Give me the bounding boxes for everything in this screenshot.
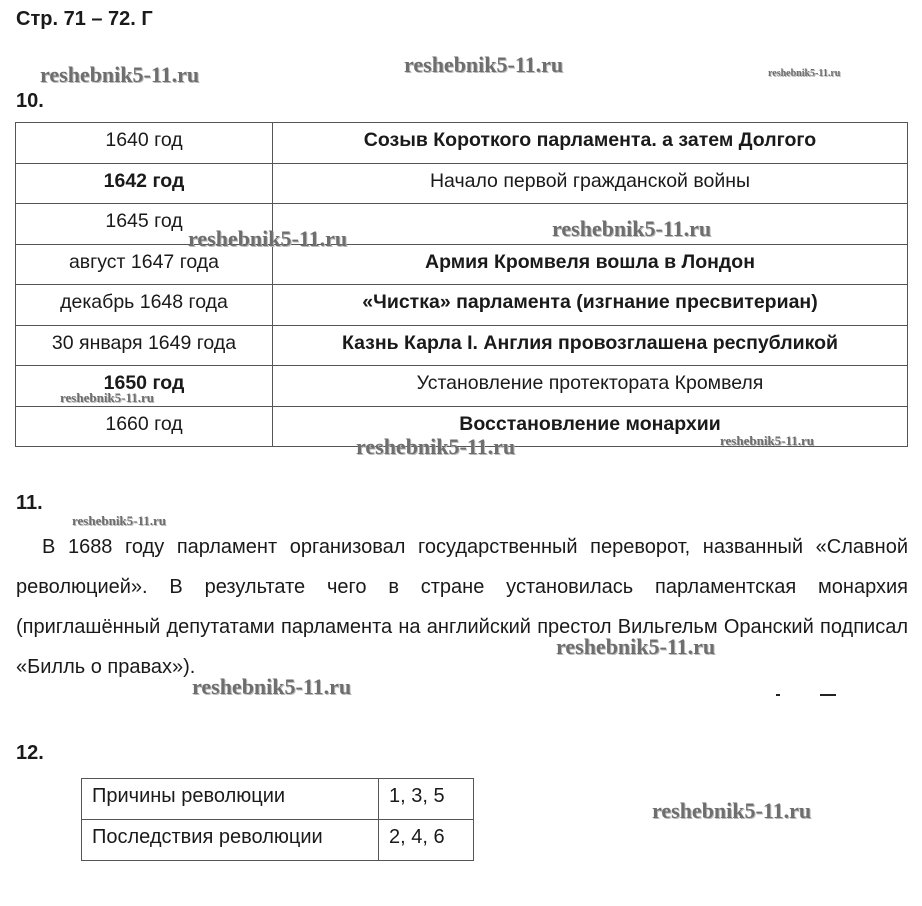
event-cell: Начало первой гражданской войны bbox=[273, 163, 908, 204]
date-cell: 1640 год bbox=[16, 123, 273, 164]
watermark-text: reshebnik5-11.ru bbox=[60, 390, 155, 405]
watermark-text: reshebnik5-11.ru bbox=[404, 52, 564, 77]
event-cell: Армия Кромвеля вошла в Лондон bbox=[273, 244, 908, 285]
row-value: 1, 3, 5 bbox=[379, 779, 474, 820]
watermark-text: reshebnik5-11.ru bbox=[72, 513, 167, 528]
watermark-text: reshebnik5-11.ru bbox=[40, 62, 200, 87]
date-cell: 30 января 1649 года bbox=[16, 325, 273, 366]
date-cell: декабрь 1648 года bbox=[16, 285, 273, 326]
page-title: Стр. 71 – 72. Г bbox=[16, 8, 153, 30]
table-row bbox=[16, 123, 908, 164]
event-cell: Казнь Карла I. Англия провозглашена республикой bbox=[273, 325, 908, 366]
event-cell: Установление протектората Кромвеля bbox=[273, 366, 908, 407]
table-row bbox=[16, 163, 908, 204]
row-value: 2, 4, 6 bbox=[379, 820, 474, 861]
watermark-text: reshebnik5-11.ru bbox=[192, 674, 352, 699]
revolution-table bbox=[81, 778, 474, 861]
task-11-number: 11. bbox=[16, 492, 43, 514]
scan-speck bbox=[820, 694, 836, 696]
table-row bbox=[16, 325, 908, 366]
watermark-text: reshebnik5-11.ru bbox=[188, 226, 348, 251]
row-label: Последствия революции bbox=[82, 820, 379, 861]
watermark-text: reshebnik5-11.ru bbox=[768, 68, 841, 79]
event-cell: Созыв Короткого парламента. а затем Долгого bbox=[273, 123, 908, 164]
table-row bbox=[16, 204, 908, 245]
watermark-text: reshebnik5-11.ru bbox=[652, 798, 812, 823]
event-cell: Восстановление монархии bbox=[273, 406, 908, 447]
watermark-text: reshebnik5-11.ru bbox=[556, 634, 716, 659]
table-row bbox=[16, 244, 908, 285]
date-cell: 1650 год bbox=[16, 366, 273, 407]
watermark-text: reshebnik5-11.ru bbox=[552, 216, 712, 241]
watermark-text: reshebnik5-11.ru bbox=[720, 433, 815, 448]
event-cell: «Чистка» парламента (изгнание пресвитериан) bbox=[273, 285, 908, 326]
task-11-answer bbox=[16, 527, 908, 687]
task-10-number: 10. bbox=[16, 90, 44, 112]
date-cell: август 1647 года bbox=[16, 244, 273, 285]
table-row bbox=[16, 285, 908, 326]
table-row bbox=[82, 820, 474, 861]
scan-speck bbox=[776, 694, 780, 696]
date-cell: 1642 год bbox=[16, 163, 273, 204]
task-12-number: 12. bbox=[16, 742, 44, 764]
watermark-text: reshebnik5-11.ru bbox=[356, 434, 516, 459]
row-label: Причины революции bbox=[82, 779, 379, 820]
task-11-text: В 1688 году парламент организовал государственный переворот, названный «Славной революцией». В результате чего в стране установилась парламентская монархия (приглашённый депутатами парламента на английский престол Вильгельм Оранский подписал «Билль о правах»). bbox=[16, 536, 908, 678]
table-row bbox=[82, 779, 474, 820]
date-cell: 1660 год bbox=[16, 406, 273, 447]
date-cell: 1645 год bbox=[16, 204, 273, 245]
